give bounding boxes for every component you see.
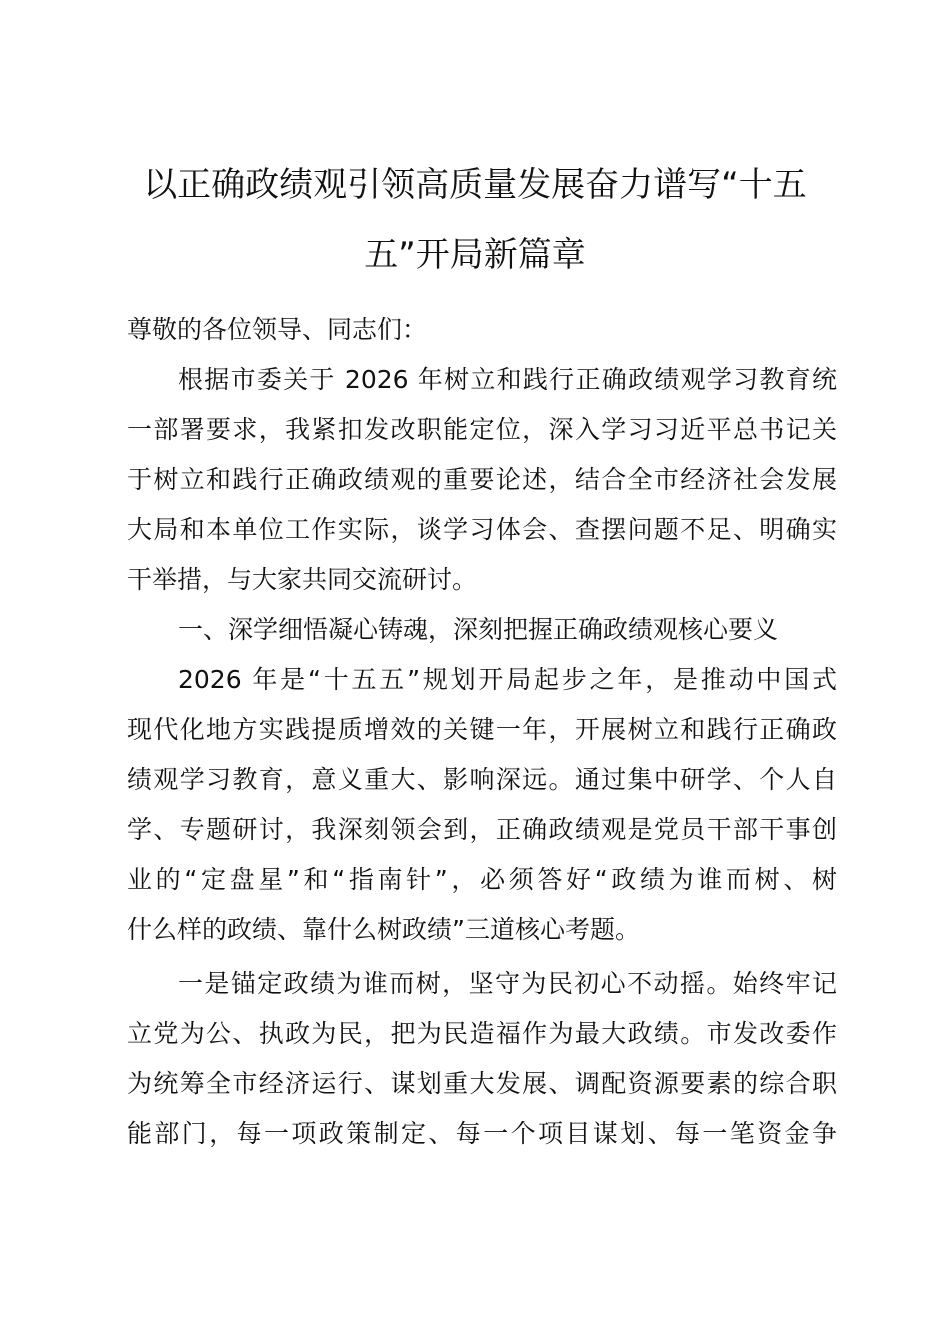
section-heading-1: 一、深学细悟凝心铸魂，深刻把握正确政绩观核心要义 bbox=[178, 615, 779, 644]
intro-paragraph-line: 于树立和践行正确政绩观的重要论述，结合全市经济社会发展 bbox=[127, 465, 837, 494]
section1-paragraph-line: 绩观学习教育，意义重大、影响深远。通过集中研学、个人自 bbox=[127, 765, 837, 794]
intro-paragraph-line: 大局和本单位工作实际，谈学习体会、查摆问题不足、明确实 bbox=[127, 515, 837, 544]
point1-paragraph-line: 一是锚定政绩为谁而树，坚守为民初心不动摇。始终牢记 bbox=[178, 969, 837, 998]
section1-paragraph-line: 业的“定盘星”和“指南针”，必须答好“政绩为谁而树、树 bbox=[127, 865, 837, 894]
point1-paragraph-line: 为统筹全市经济运行、谋划重大发展、调配资源要素的综合职 bbox=[127, 1069, 837, 1098]
section1-paragraph-line: 学、专题研讨，我深刻领会到，正确政绩观是党员干部干事创 bbox=[127, 815, 837, 844]
document-title-line-1: 以正确政绩观引领高质量发展奋力谱写“十五 bbox=[143, 165, 807, 205]
point1-paragraph-line: 能部门，每一项政策制定、每一个项目谋划、每一笔资金争 bbox=[127, 1119, 837, 1148]
intro-paragraph-line: 一部署要求，我紧扣发改职能定位，深入学习习近平总书记关 bbox=[127, 415, 837, 444]
intro-paragraph-line: 根据市委关于 2026 年树立和践行正确政绩观学习教育统 bbox=[178, 365, 837, 394]
salutation: 尊敬的各位领导、同志们： bbox=[127, 315, 428, 344]
document-title-line-2: 五”开局新篇章 bbox=[364, 235, 586, 275]
intro-paragraph-line: 干举措，与大家共同交流研讨。 bbox=[127, 565, 478, 594]
point1-paragraph-line: 立党为公、执政为民，把为民造福作为最大政绩。市发改委作 bbox=[127, 1019, 837, 1048]
section1-paragraph-line: 现代化地方实践提质增效的关键一年，开展树立和践行正确政 bbox=[127, 715, 837, 744]
section1-paragraph-line: 什么样的政绩、靠什么树政绩”三道核心考题。 bbox=[127, 915, 640, 944]
section1-paragraph-line: 2026 年是“十五五”规划开局起步之年，是推动中国式 bbox=[178, 665, 837, 694]
